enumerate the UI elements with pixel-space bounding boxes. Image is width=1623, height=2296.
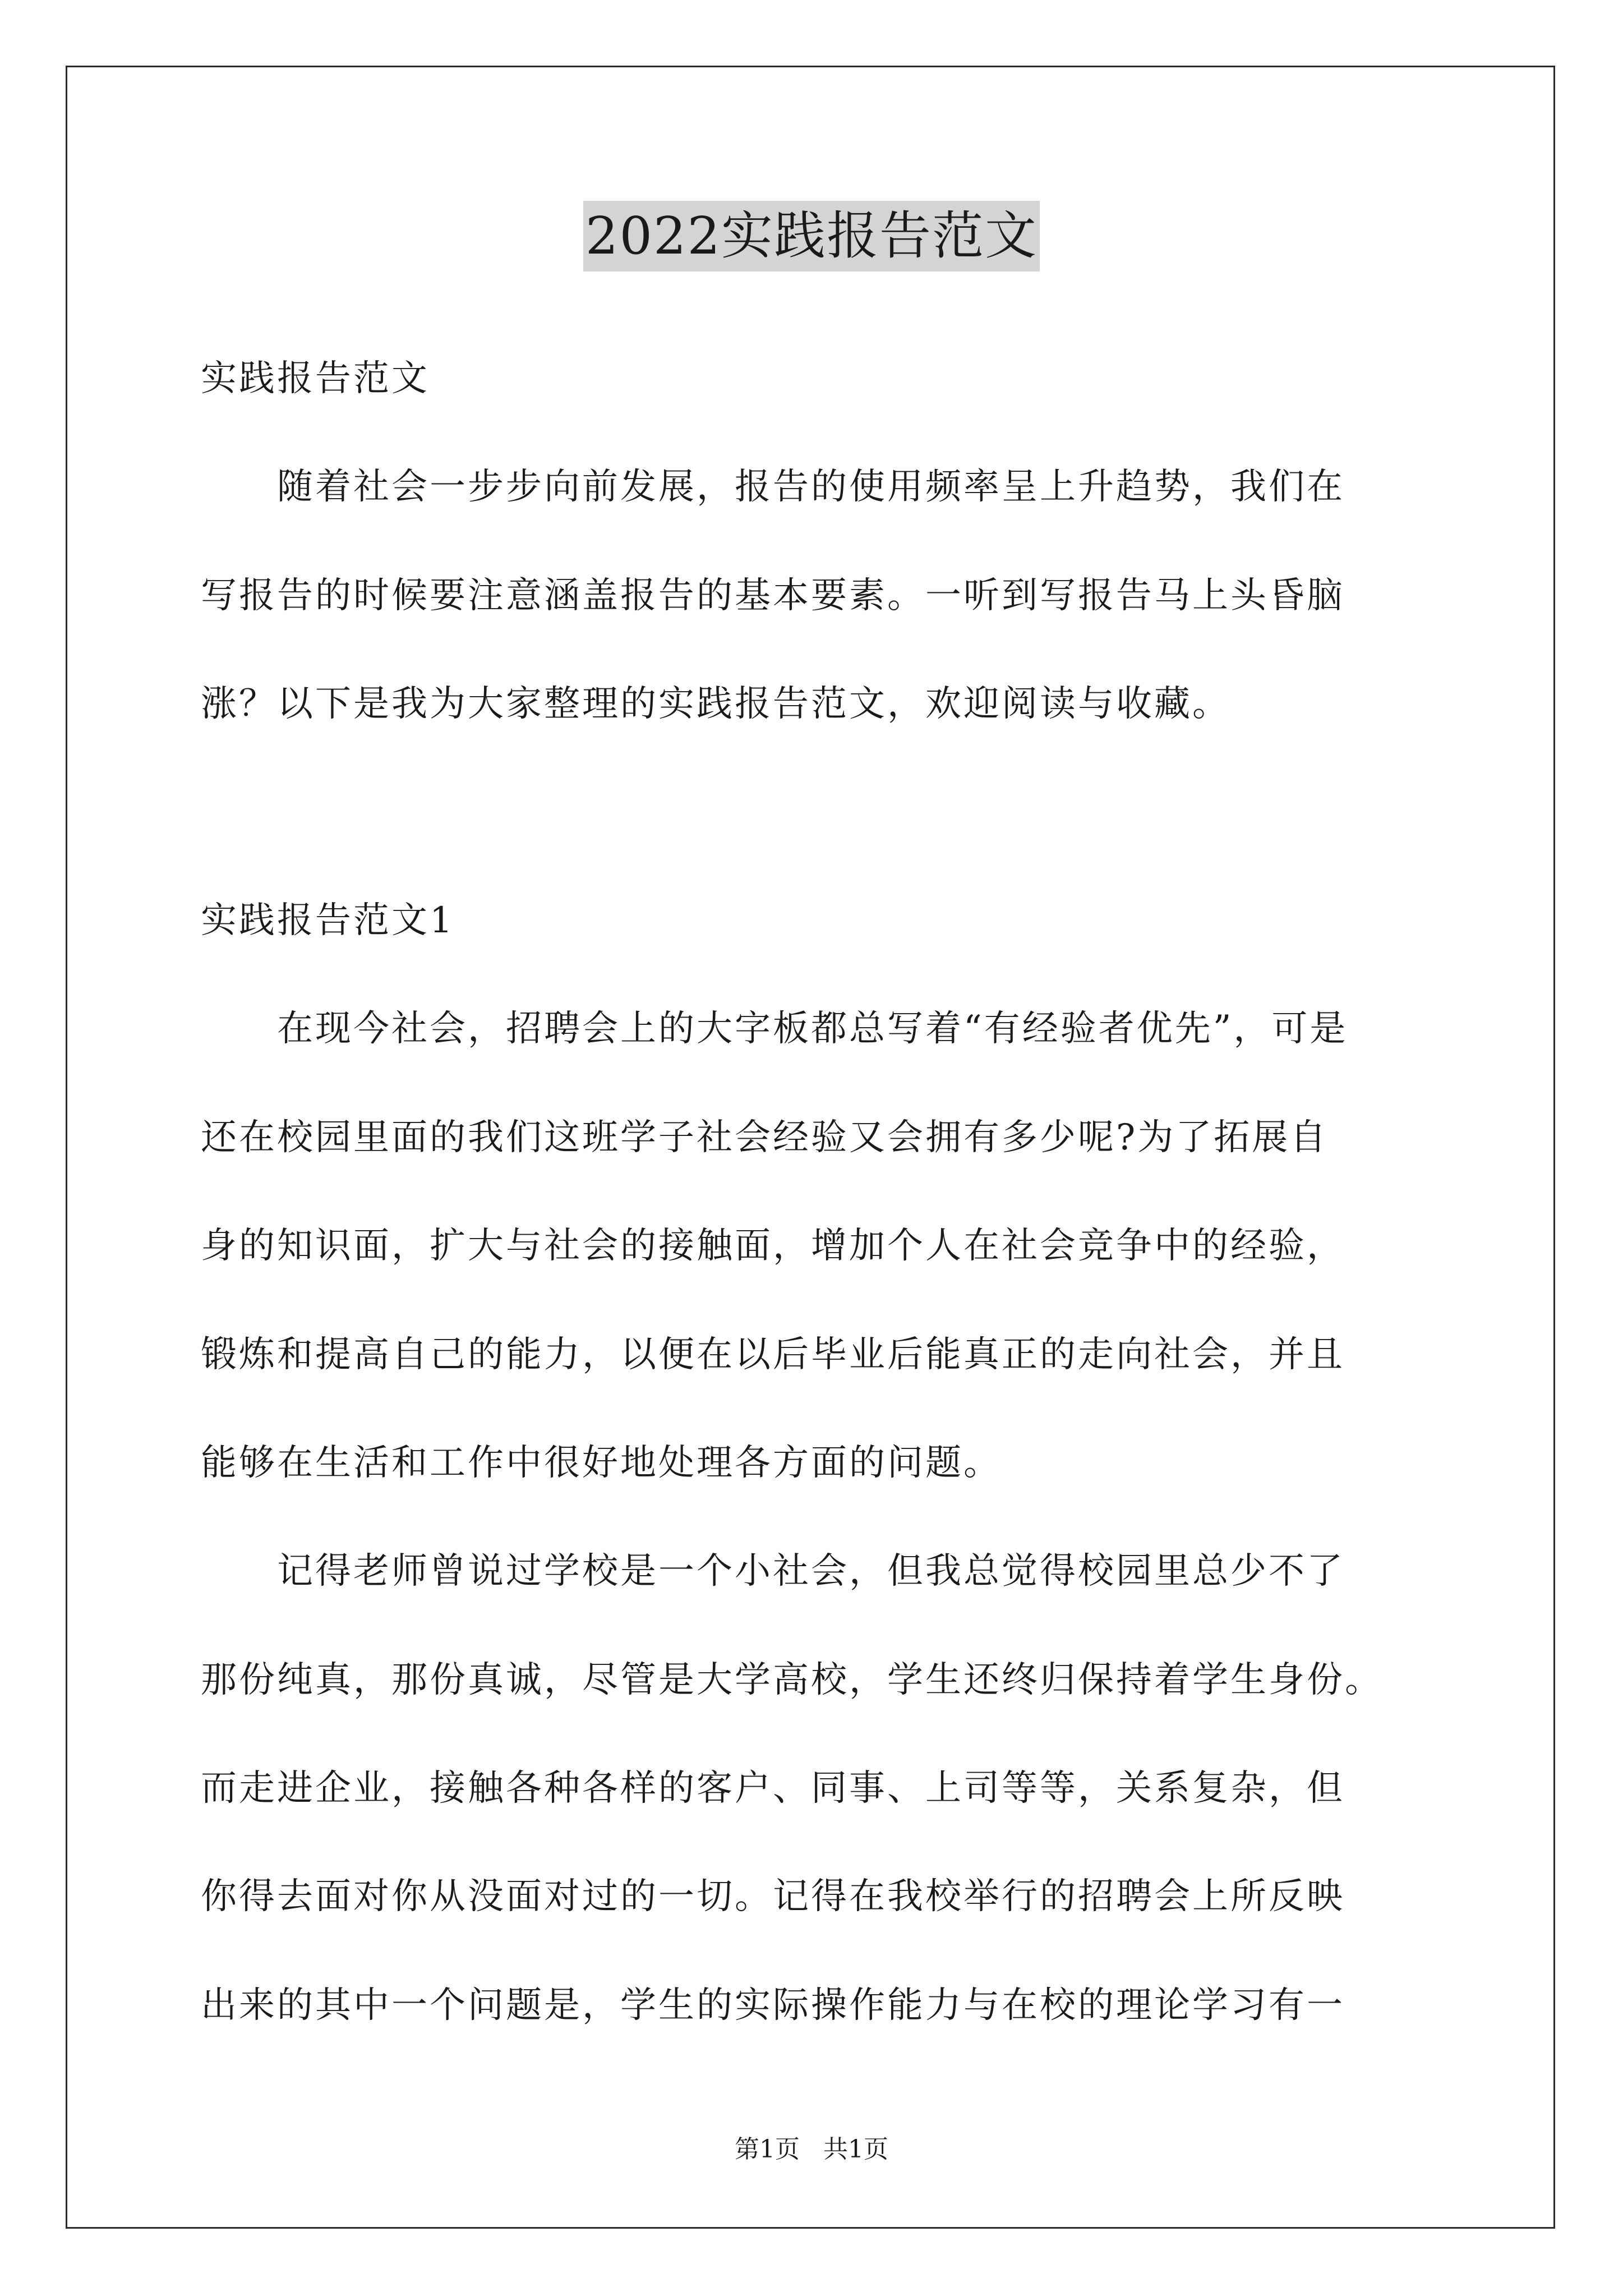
paragraph-line: 记得老师曾说过学校是一个小社会，但我总觉得校园里总少不了 — [201, 1550, 1345, 1592]
paragraph-line: 锻炼和提高自己的能力，以便在以后毕业后能真正的走向社会，并且 — [201, 1334, 1345, 1375]
paragraph-line: 涨？以下是我为大家整理的实践报告范文，欢迎阅读与收藏。 — [201, 683, 1230, 725]
section-heading: 实践报告范文 — [201, 358, 430, 399]
paragraph-line: 出来的其中一个问题是，学生的实际操作能力与在校的理论学习有一 — [201, 1985, 1345, 2026]
title-container — [0, 201, 1623, 272]
paragraph-line: 而走进企业，接触各种各样的客户、同事、上司等等，关系复杂，但 — [201, 1768, 1345, 1809]
paragraph-line: 写报告的时候要注意涵盖报告的基本要素。一听到写报告马上头昏脑 — [201, 575, 1345, 616]
page-footer — [0, 2134, 1623, 2165]
page-total: 共1页 — [823, 2135, 888, 2164]
paragraph-line: 还在校园里面的我们这班学子社会经验又会拥有多少呢?为了拓展自 — [201, 1117, 1329, 1158]
paragraph-line: 身的知识面，扩大与社会的接触面，增加个人在社会竞争中的经验， — [201, 1225, 1345, 1267]
page-number: 第1页 — [735, 2135, 800, 2164]
paragraph-line: 能够在生活和工作中很好地处理各方面的问题。 — [201, 1442, 1002, 1484]
section-heading: 实践报告范文1 — [201, 900, 455, 941]
paragraph-line: 随着社会一步步向前发展，报告的使用频率呈上升趋势，我们在 — [201, 466, 1345, 508]
paragraph-line: 那份纯真，那份真诚，尽管是大学高校，学生还终归保持着学生身份。 — [201, 1659, 1383, 1701]
paragraph-line: 你得去面对你从没面对过的一切。记得在我校举行的招聘会上所反映 — [201, 1876, 1345, 1917]
document-title: 2022实践报告范文 — [583, 201, 1040, 272]
paragraph-line: 在现今社会，招聘会上的大字板都总写着“有经验者优先”，可是 — [201, 1008, 1348, 1050]
